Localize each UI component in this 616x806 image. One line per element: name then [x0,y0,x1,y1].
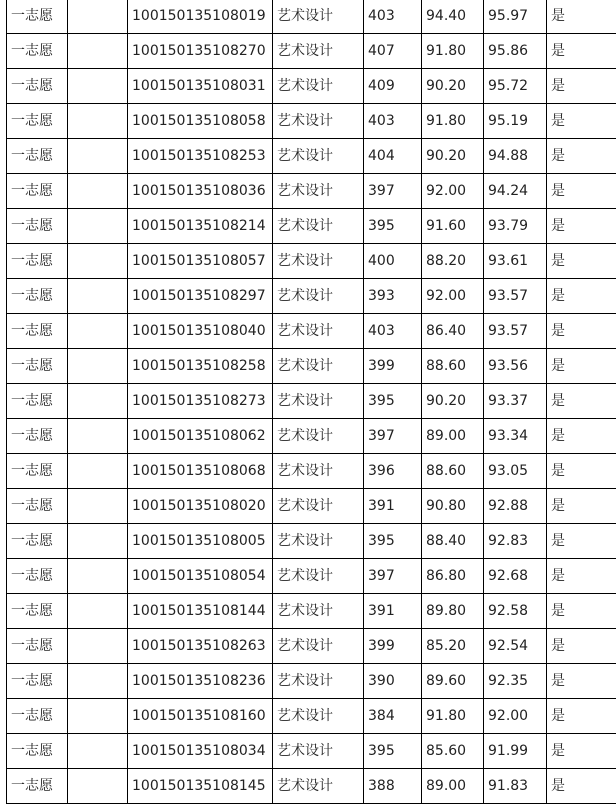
initial-score-cell: 384 [364,699,422,734]
major-cell: 艺术设计 [273,69,364,104]
empty-cell [68,244,128,279]
retest-score-cell: 88.40 [422,524,484,559]
total-score-cell: 95.72 [484,69,547,104]
major-cell: 艺术设计 [273,629,364,664]
major-cell: 艺术设计 [273,664,364,699]
empty-cell [68,139,128,174]
major-cell: 艺术设计 [273,314,364,349]
total-score-cell: 93.57 [484,314,547,349]
admitted-cell: 是 [547,454,616,489]
empty-cell [68,0,128,34]
table-row [7,699,616,734]
candidate-id-cell: 100150135108253 [128,139,273,174]
volunteer-choice-cell: 一志愿 [7,664,68,699]
total-score-cell: 94.88 [484,139,547,174]
candidate-id-cell: 100150135108005 [128,524,273,559]
admitted-cell: 是 [547,69,616,104]
candidate-id-cell: 100150135108160 [128,699,273,734]
admitted-cell: 是 [547,174,616,209]
retest-score-cell: 89.00 [422,769,484,804]
major-cell: 艺术设计 [273,489,364,524]
major-cell: 艺术设计 [273,734,364,769]
volunteer-choice-cell: 一志愿 [7,559,68,594]
major-cell: 艺术设计 [273,104,364,139]
initial-score-cell: 395 [364,734,422,769]
table-row [7,34,616,69]
major-cell: 艺术设计 [273,454,364,489]
total-score-cell: 95.19 [484,104,547,139]
major-cell: 艺术设计 [273,699,364,734]
initial-score-cell: 409 [364,69,422,104]
empty-cell [68,629,128,664]
volunteer-choice-cell: 一志愿 [7,734,68,769]
retest-score-cell: 85.60 [422,734,484,769]
table-row [7,384,616,419]
table-row [7,279,616,314]
major-cell: 艺术设计 [273,769,364,804]
candidate-id-cell: 100150135108214 [128,209,273,244]
major-cell: 艺术设计 [273,209,364,244]
total-score-cell: 94.24 [484,174,547,209]
initial-score-cell: 395 [364,209,422,244]
empty-cell [68,559,128,594]
admitted-cell: 是 [547,349,616,384]
total-score-cell: 91.99 [484,734,547,769]
initial-score-cell: 388 [364,769,422,804]
initial-score-cell: 391 [364,489,422,524]
table-row [7,734,616,769]
total-score-cell: 92.35 [484,664,547,699]
initial-score-cell: 400 [364,244,422,279]
candidate-id-cell: 100150135108031 [128,69,273,104]
total-score-cell: 93.57 [484,279,547,314]
volunteer-choice-cell: 一志愿 [7,0,68,34]
total-score-cell: 93.34 [484,419,547,454]
candidate-id-cell: 100150135108058 [128,104,273,139]
initial-score-cell: 403 [364,0,422,34]
table-row [7,559,616,594]
volunteer-choice-cell: 一志愿 [7,139,68,174]
empty-cell [68,699,128,734]
candidate-id-cell: 100150135108273 [128,384,273,419]
candidate-id-cell: 100150135108057 [128,244,273,279]
volunteer-choice-cell: 一志愿 [7,629,68,664]
empty-cell [68,419,128,454]
initial-score-cell: 396 [364,454,422,489]
admitted-cell: 是 [547,419,616,454]
candidate-id-cell: 100150135108258 [128,349,273,384]
retest-score-cell: 89.60 [422,664,484,699]
empty-cell [68,454,128,489]
admission-table-container [6,0,616,804]
table-row [7,664,616,699]
retest-score-cell: 88.60 [422,454,484,489]
admitted-cell: 是 [547,244,616,279]
major-cell: 艺术设计 [273,279,364,314]
initial-score-cell: 395 [364,384,422,419]
table-row [7,524,616,559]
candidate-id-cell: 100150135108068 [128,454,273,489]
initial-score-cell: 397 [364,419,422,454]
total-score-cell: 93.37 [484,384,547,419]
major-cell: 艺术设计 [273,174,364,209]
retest-score-cell: 86.80 [422,559,484,594]
candidate-id-cell: 100150135108019 [128,0,273,34]
retest-score-cell: 90.20 [422,69,484,104]
initial-score-cell: 393 [364,279,422,314]
candidate-id-cell: 100150135108054 [128,559,273,594]
admitted-cell: 是 [547,104,616,139]
major-cell: 艺术设计 [273,349,364,384]
empty-cell [68,349,128,384]
empty-cell [68,34,128,69]
admitted-cell: 是 [547,384,616,419]
candidate-id-cell: 100150135108034 [128,734,273,769]
admitted-cell: 是 [547,139,616,174]
volunteer-choice-cell: 一志愿 [7,174,68,209]
retest-score-cell: 88.60 [422,349,484,384]
table-row [7,594,616,629]
table-row [7,454,616,489]
initial-score-cell: 390 [364,664,422,699]
retest-score-cell: 86.40 [422,314,484,349]
total-score-cell: 95.86 [484,34,547,69]
candidate-id-cell: 100150135108020 [128,489,273,524]
admitted-cell: 是 [547,209,616,244]
candidate-id-cell: 100150135108236 [128,664,273,699]
total-score-cell: 93.05 [484,454,547,489]
major-cell: 艺术设计 [273,384,364,419]
volunteer-choice-cell: 一志愿 [7,69,68,104]
admitted-cell: 是 [547,734,616,769]
initial-score-cell: 399 [364,349,422,384]
retest-score-cell: 91.80 [422,34,484,69]
volunteer-choice-cell: 一志愿 [7,349,68,384]
initial-score-cell: 391 [364,594,422,629]
initial-score-cell: 403 [364,104,422,139]
empty-cell [68,69,128,104]
candidate-id-cell: 100150135108263 [128,629,273,664]
admitted-cell: 是 [547,559,616,594]
volunteer-choice-cell: 一志愿 [7,104,68,139]
initial-score-cell: 404 [364,139,422,174]
major-cell: 艺术设计 [273,0,364,34]
volunteer-choice-cell: 一志愿 [7,314,68,349]
empty-cell [68,489,128,524]
volunteer-choice-cell: 一志愿 [7,279,68,314]
admitted-cell: 是 [547,699,616,734]
volunteer-choice-cell: 一志愿 [7,489,68,524]
total-score-cell: 92.83 [484,524,547,559]
total-score-cell: 93.79 [484,209,547,244]
admitted-cell: 是 [547,489,616,524]
initial-score-cell: 397 [364,174,422,209]
major-cell: 艺术设计 [273,559,364,594]
candidate-id-cell: 100150135108145 [128,769,273,804]
candidate-id-cell: 100150135108270 [128,34,273,69]
empty-cell [68,104,128,139]
admitted-cell: 是 [547,0,616,34]
admitted-cell: 是 [547,279,616,314]
table-row [7,419,616,454]
retest-score-cell: 91.60 [422,209,484,244]
initial-score-cell: 403 [364,314,422,349]
admitted-cell: 是 [547,664,616,699]
empty-cell [68,769,128,804]
admission-table [6,0,616,804]
candidate-id-cell: 100150135108036 [128,174,273,209]
candidate-id-cell: 100150135108297 [128,279,273,314]
admitted-cell: 是 [547,314,616,349]
table-row [7,139,616,174]
table-row [7,69,616,104]
table-row [7,489,616,524]
total-score-cell: 92.54 [484,629,547,664]
retest-score-cell: 92.00 [422,174,484,209]
retest-score-cell: 85.20 [422,629,484,664]
initial-score-cell: 407 [364,34,422,69]
retest-score-cell: 90.80 [422,489,484,524]
total-score-cell: 92.88 [484,489,547,524]
empty-cell [68,174,128,209]
total-score-cell: 93.61 [484,244,547,279]
volunteer-choice-cell: 一志愿 [7,769,68,804]
table-row [7,314,616,349]
admitted-cell: 是 [547,629,616,664]
table-body [7,0,616,804]
candidate-id-cell: 100150135108062 [128,419,273,454]
candidate-id-cell: 100150135108144 [128,594,273,629]
volunteer-choice-cell: 一志愿 [7,209,68,244]
volunteer-choice-cell: 一志愿 [7,524,68,559]
table-row [7,209,616,244]
table-row [7,629,616,664]
admitted-cell: 是 [547,34,616,69]
table-row [7,244,616,279]
volunteer-choice-cell: 一志愿 [7,244,68,279]
empty-cell [68,664,128,699]
table-row [7,104,616,139]
volunteer-choice-cell: 一志愿 [7,419,68,454]
retest-score-cell: 94.40 [422,0,484,34]
retest-score-cell: 91.80 [422,699,484,734]
empty-cell [68,594,128,629]
admitted-cell: 是 [547,769,616,804]
major-cell: 艺术设计 [273,594,364,629]
empty-cell [68,314,128,349]
admitted-cell: 是 [547,524,616,559]
total-score-cell: 92.68 [484,559,547,594]
empty-cell [68,524,128,559]
total-score-cell: 91.83 [484,769,547,804]
major-cell: 艺术设计 [273,244,364,279]
table-row [7,0,616,34]
initial-score-cell: 395 [364,524,422,559]
initial-score-cell: 397 [364,559,422,594]
volunteer-choice-cell: 一志愿 [7,384,68,419]
volunteer-choice-cell: 一志愿 [7,34,68,69]
retest-score-cell: 91.80 [422,104,484,139]
total-score-cell: 95.97 [484,0,547,34]
empty-cell [68,384,128,419]
total-score-cell: 93.56 [484,349,547,384]
major-cell: 艺术设计 [273,524,364,559]
total-score-cell: 92.00 [484,699,547,734]
admitted-cell: 是 [547,594,616,629]
major-cell: 艺术设计 [273,419,364,454]
initial-score-cell: 399 [364,629,422,664]
retest-score-cell: 89.00 [422,419,484,454]
retest-score-cell: 92.00 [422,279,484,314]
empty-cell [68,279,128,314]
retest-score-cell: 90.20 [422,384,484,419]
volunteer-choice-cell: 一志愿 [7,699,68,734]
volunteer-choice-cell: 一志愿 [7,454,68,489]
empty-cell [68,734,128,769]
major-cell: 艺术设计 [273,34,364,69]
table-row [7,174,616,209]
candidate-id-cell: 100150135108040 [128,314,273,349]
retest-score-cell: 89.80 [422,594,484,629]
major-cell: 艺术设计 [273,139,364,174]
table-row [7,349,616,384]
total-score-cell: 92.58 [484,594,547,629]
retest-score-cell: 88.20 [422,244,484,279]
volunteer-choice-cell: 一志愿 [7,594,68,629]
empty-cell [68,209,128,244]
retest-score-cell: 90.20 [422,139,484,174]
table-row [7,769,616,804]
